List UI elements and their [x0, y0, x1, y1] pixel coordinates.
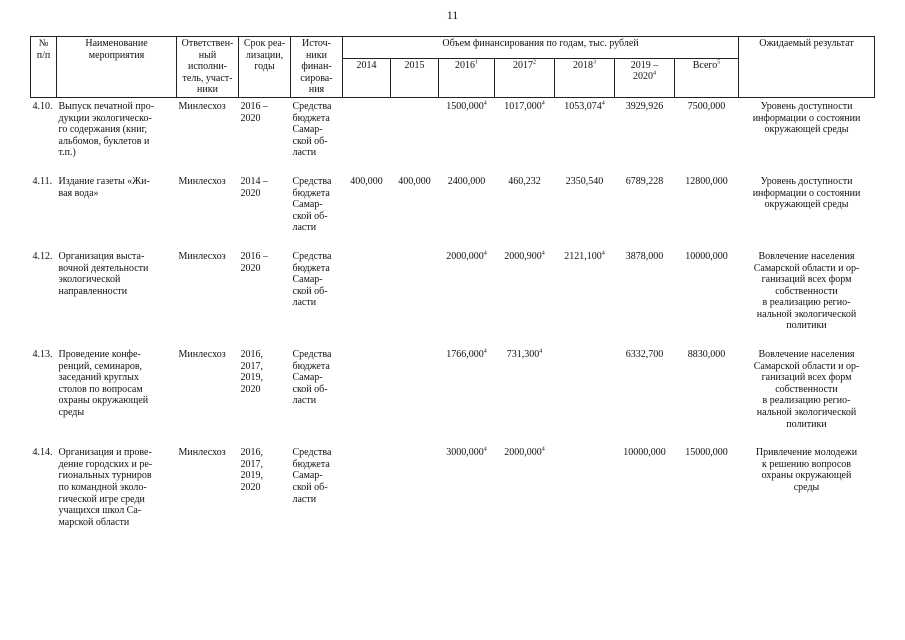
funding-source: Средства бюджета Самар- ской об- ласти	[292, 447, 332, 505]
header-year-label: 2018	[573, 59, 593, 71]
responsible-executor: Минлесхоз	[178, 175, 226, 187]
funding-source: Средства бюджета Самар- ской об- ласти	[292, 250, 332, 309]
header-year-label: 2017	[513, 59, 533, 71]
funding-value	[555, 248, 615, 346]
funding-value	[439, 444, 495, 542]
expected-result: Уровень доступности информации о состоянии окружающей среды	[752, 175, 861, 211]
funding-amount: 10000,000	[623, 447, 666, 459]
funding-value	[555, 346, 615, 444]
funding-footnote: 4	[541, 250, 545, 257]
responsible-executor: Минлесхоз	[178, 250, 226, 262]
implementation-term: 2016, 2017, 2019, 2020	[240, 447, 263, 493]
activity-name: Проведение конфе- ренций, семинаров, заседаний круглых столов по вопросам охраны окружающей среды	[58, 349, 149, 419]
funding-footnote: 4	[541, 446, 545, 453]
funding-source: Средства бюджета Самар- ской об- ласти	[292, 100, 332, 159]
expected-result: Вовлечение населения Самарской области и ор- ганизаций всех форм собственности в реализацию регио- нальной экологической политики	[753, 250, 860, 332]
funding-footnote: 4	[601, 250, 605, 257]
funding-value	[495, 444, 555, 542]
funding-footnote: 4	[541, 100, 545, 107]
funding-amount: 6332,700	[625, 349, 664, 361]
funding-value	[675, 248, 739, 346]
funding-amount: 1500,000	[446, 100, 484, 112]
funding-value	[495, 97, 555, 172]
header-year	[343, 58, 391, 97]
funding-value	[391, 346, 439, 444]
header-year-footnote: 1	[475, 59, 478, 66]
funding-amount: 460,232	[508, 175, 541, 187]
funding-amount: 1766,000	[446, 349, 484, 361]
funding-amount: 2350,540	[565, 175, 604, 187]
funding-value	[343, 444, 391, 542]
funding-footnote: 4	[601, 100, 605, 107]
header-year-label: 2016	[455, 59, 475, 71]
header-year-label: Всего	[692, 59, 718, 71]
header-year-footnote: 3	[593, 59, 596, 66]
funding-amount: 400,000	[398, 175, 431, 187]
header-result: Ожидаемый результат	[739, 37, 875, 98]
funding-value	[555, 97, 615, 172]
implementation-term: 2016 – 2020	[240, 100, 268, 124]
expected-result: Привлечение молодежи к решению вопросов охраны окружающей среды	[755, 447, 858, 493]
header-year-label: 2014	[356, 59, 377, 71]
row-number: 4.14.	[32, 447, 53, 459]
funding-amount: 3878,000	[625, 250, 664, 262]
header-year	[615, 58, 675, 97]
row-number: 4.10.	[32, 100, 53, 112]
funding-amount: 10000,000	[685, 250, 728, 262]
funding-value	[615, 248, 675, 346]
header-year	[675, 58, 739, 97]
funding-value	[615, 97, 675, 172]
funding-value	[675, 173, 739, 248]
funding-source: Средства бюджета Самар- ской об- ласти	[292, 175, 332, 234]
table-row	[31, 97, 875, 172]
funding-value	[391, 444, 439, 542]
header-year-footnote: 5	[717, 59, 721, 66]
header-term: Срок реа- лизации, годы	[239, 37, 291, 98]
activity-name: Организация выста- вочной деятельности экологической направленности	[58, 250, 149, 297]
funding-value	[555, 173, 615, 248]
funding-amount: 15000,000	[685, 447, 728, 459]
funding-amount: 3000,000	[446, 447, 484, 459]
funding-value	[495, 173, 555, 248]
funding-amount: 1053,074	[564, 100, 602, 112]
responsible-executor: Минлесхоз	[178, 349, 226, 361]
funding-value	[495, 248, 555, 346]
funding-value	[615, 346, 675, 444]
implementation-term: 2016 – 2020	[240, 250, 268, 274]
funding-value	[439, 97, 495, 172]
expected-result: Вовлечение населения Самарской области и ор- ганизаций всех форм собственности в реализацию регио- нальной экологической политики	[753, 349, 860, 430]
funding-footnote: 4	[483, 250, 487, 257]
table-row	[31, 444, 875, 542]
funding-amount: 7500,000	[687, 100, 726, 112]
row-number: 4.13.	[32, 349, 53, 361]
funding-footnote: 4	[483, 446, 487, 453]
funding-value	[391, 248, 439, 346]
header-year	[391, 58, 439, 97]
table-header	[31, 37, 875, 98]
funding-footnote: 4	[539, 348, 543, 355]
funding-amount: 1017,000	[504, 100, 542, 112]
responsible-executor: Минлесхоз	[178, 447, 226, 459]
funding-amount: 6789,228	[625, 175, 664, 187]
funding-value	[343, 248, 391, 346]
funding-value	[343, 346, 391, 444]
funding-amount: 2000,900	[504, 250, 542, 262]
funding-amount: 2121,100	[564, 250, 602, 262]
table-body	[31, 97, 875, 542]
funding-value	[391, 97, 439, 172]
funding-value	[343, 173, 391, 248]
header-year	[439, 58, 495, 97]
funding-value	[615, 444, 675, 542]
page-number: 11	[446, 8, 459, 22]
funding-amount: 2000,000	[504, 447, 542, 459]
header-year	[555, 58, 615, 97]
row-number: 4.11.	[32, 175, 53, 187]
funding-value	[391, 173, 439, 248]
funding-value	[675, 444, 739, 542]
funding-amount: 2400,000	[447, 175, 486, 187]
funding-table	[30, 36, 875, 542]
funding-footnote: 4	[483, 100, 487, 107]
funding-value	[343, 97, 391, 172]
table-row	[31, 173, 875, 248]
funding-amount: 8830,000	[687, 349, 726, 361]
implementation-term: 2016, 2017, 2019, 2020	[240, 349, 263, 395]
header-responsible: Ответствен- ный исполни- тель, участ- ники	[177, 37, 239, 98]
funding-value	[439, 346, 495, 444]
header-source: Источ- ники финан- сирова- ния	[291, 37, 343, 98]
header-year-footnote: 2	[533, 59, 536, 66]
header-year-label: 2015	[404, 59, 425, 71]
funding-amount: 400,000	[350, 175, 383, 187]
responsible-executor: Минлесхоз	[178, 100, 226, 112]
header-year	[495, 58, 555, 97]
activity-name: Организация и прове- дение городских и ре- гиональных турниров по командной эколо- гической игре среди учащихся школ Са- марской области	[58, 447, 153, 528]
funding-value	[495, 346, 555, 444]
funding-amount: 12800,000	[685, 175, 728, 187]
funding-footnote: 4	[483, 348, 487, 355]
funding-value	[439, 173, 495, 248]
table-row	[31, 346, 875, 444]
funding-source: Средства бюджета Самар- ской об- ласти	[292, 349, 332, 407]
funding-value	[615, 173, 675, 248]
header-num: № п/п	[31, 37, 57, 98]
implementation-term: 2014 – 2020	[240, 175, 268, 199]
funding-value	[675, 97, 739, 172]
activity-name: Выпуск печатной про- дукции экологическо- го содержания (книг, альбомов, буклетов и т.п.)	[58, 100, 155, 159]
expected-result: Уровень доступности информации о состоянии окружающей среды	[752, 100, 861, 136]
header-name: Наименование мероприятия	[57, 37, 177, 98]
funding-amount: 3929,926	[625, 100, 664, 112]
row-number: 4.12.	[32, 250, 53, 262]
funding-value	[675, 346, 739, 444]
funding-amount: 731,300	[506, 349, 540, 361]
table-row	[31, 248, 875, 346]
header-funding-group: Объем финансирования по годам, тыс. рублей	[343, 37, 739, 59]
funding-value	[439, 248, 495, 346]
funding-value	[555, 444, 615, 542]
activity-name: Издание газеты «Жи- вая вода»	[58, 175, 150, 199]
header-year-footnote: 4	[653, 71, 656, 78]
funding-amount: 2000,000	[446, 250, 484, 262]
header-year-label: 2019 – 2020	[630, 59, 659, 83]
